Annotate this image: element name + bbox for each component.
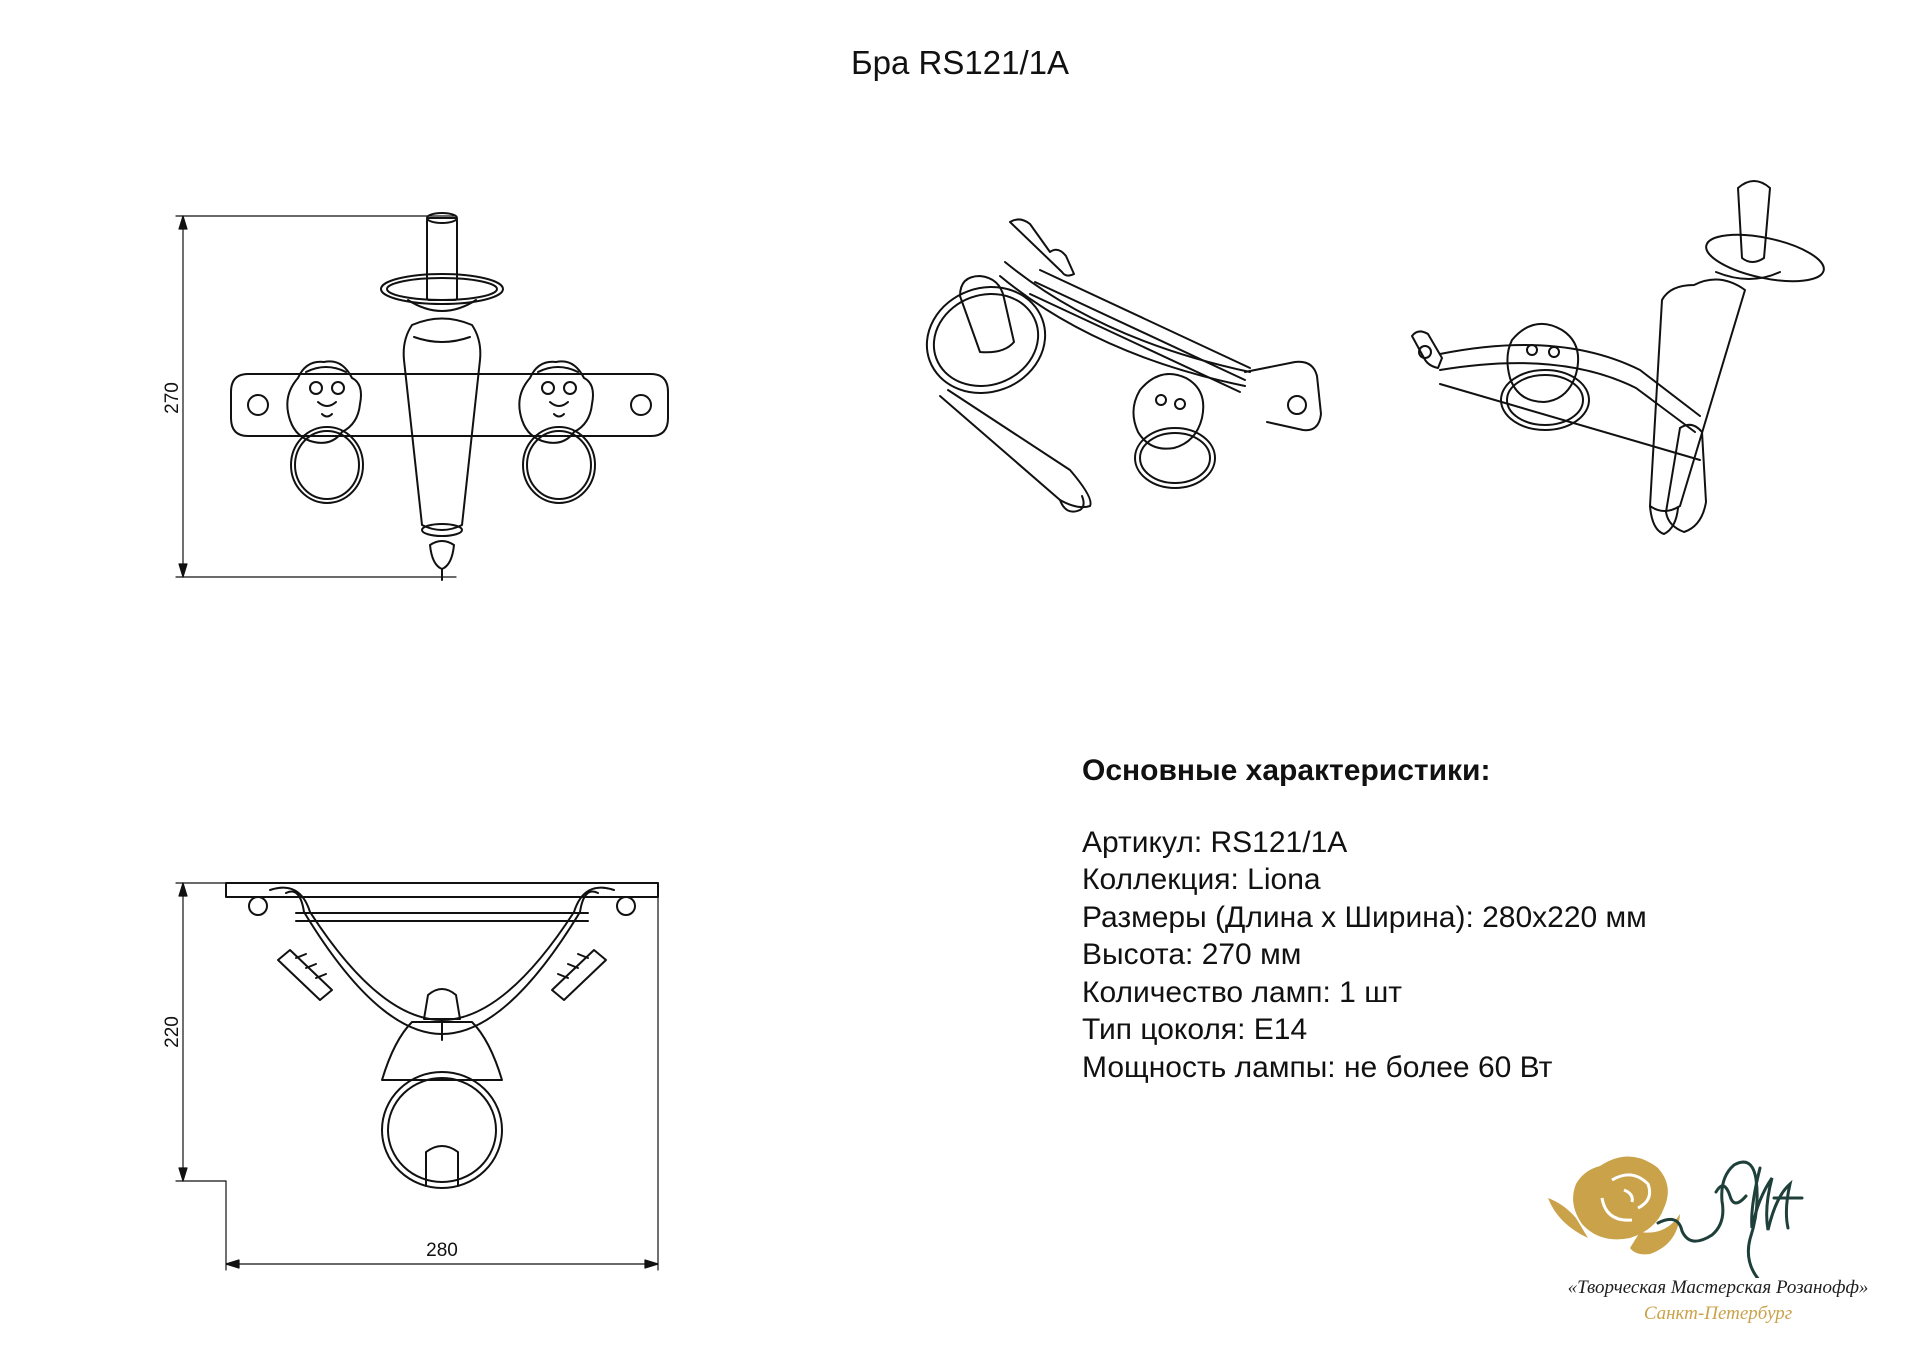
front-view-drawing xyxy=(162,213,668,580)
spec-dimensions: Размеры (Длина х Ширина): 280х220 мм xyxy=(1082,900,1647,934)
torch-body xyxy=(404,319,481,531)
right-lion-ring xyxy=(519,361,595,503)
width-dimension-line xyxy=(176,883,226,1181)
left-lion-ring xyxy=(287,361,363,503)
spec-lamp-power: Мощность лампы: не более 60 Вт xyxy=(1082,1050,1553,1084)
specifications-block xyxy=(1082,752,1842,1086)
wall-plate xyxy=(231,374,668,436)
specifications-heading: Основные характеристики: xyxy=(1082,754,1491,787)
spec-socket-type: Тип цоколя: E14 xyxy=(1082,1013,1308,1046)
height-dimension-label: 270 xyxy=(162,382,183,414)
rose-icon xyxy=(1548,1156,1680,1254)
brand-logo xyxy=(1528,1128,1908,1328)
spec-lamp-count: Количество ламп: 1 шт xyxy=(1082,975,1402,1009)
rose-signature-logo-image xyxy=(1528,1128,1908,1278)
length-dimension-label: 280 xyxy=(426,1240,458,1261)
spec-article: Артикул: RS121/1A xyxy=(1082,825,1348,859)
perspective-view-2 xyxy=(1412,181,1828,534)
logo-city: Санкт-Петербург xyxy=(1643,1303,1793,1324)
perspective-view-1 xyxy=(912,219,1321,511)
height-dimension-line xyxy=(176,216,456,577)
top-view-drawing xyxy=(162,883,658,1270)
logo-caption: «Творческая Мастерская Розанофф» xyxy=(1567,1277,1869,1298)
spec-height: Высота: 270 мм xyxy=(1082,938,1302,971)
signature-icon xyxy=(1658,1162,1802,1278)
spec-collection: Коллекция: Liona xyxy=(1082,863,1321,896)
width-dimension-label: 220 xyxy=(162,1016,183,1048)
length-dimension-line xyxy=(226,883,658,1270)
page-title: Бра RS121/1A xyxy=(851,44,1069,81)
